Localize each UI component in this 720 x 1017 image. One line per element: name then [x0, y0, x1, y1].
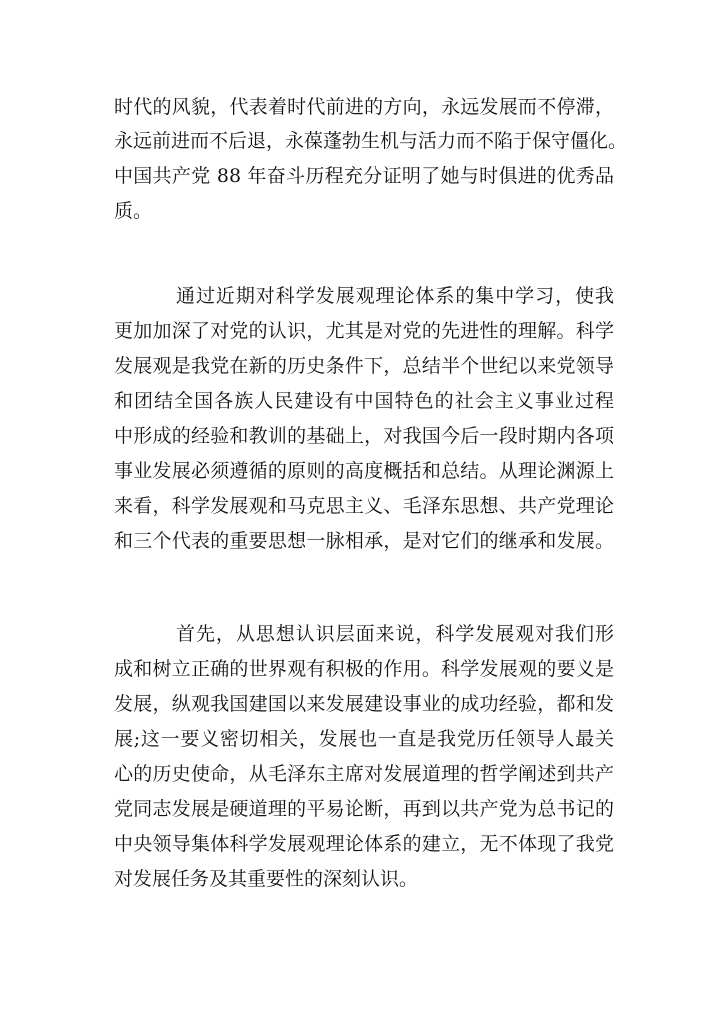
paragraph-1-line-4: 质。 — [114, 200, 153, 222]
paragraph-3-line-6: 党同志发展是硬道理的平易论断，再到以共产党为总书记的 — [114, 798, 614, 820]
paragraph-3-line-2: 成和树立正确的世界观有积极的作用。科学发展观的要义是 — [114, 658, 614, 680]
paragraph-2-line-6: 事业发展必须遵循的原则的高度概括和总结。从理论渊源上 — [114, 460, 614, 482]
paragraph-3-line-5: 心的历史使命，从毛泽东主席对发展道理的哲学阐述到共产 — [114, 763, 614, 785]
paragraph-2-line-7: 来看，科学发展观和马克思主义、毛泽东思想、共产党理论 — [114, 495, 614, 517]
paragraph-3-line-8: 对发展任务及其重要性的深刻认识。 — [114, 868, 419, 890]
paragraph-1-line-1: 时代的风貌，代表着时代前进的方向，永远发展而不停滞， — [114, 96, 614, 118]
paragraph-2-line-4: 和团结全国各族人民建设有中国特色的社会主义事业过程 — [114, 390, 614, 412]
paragraph-2-line-8: 和三个代表的重要思想一脉相承，是对它们的继承和发展。 — [114, 530, 614, 552]
paragraph-1-line-3: 中国共产党 88 年奋斗历程充分证明了她与时俱进的优秀品 — [114, 165, 614, 187]
paragraph-3-line-1: 首先，从思想认识层面来说，科学发展观对我们形 — [176, 623, 614, 645]
paragraph-3-line-7: 中央领导集体科学发展观理论体系的建立，无不体现了我党 — [114, 833, 614, 855]
paragraph-2-line-2: 更加加深了对党的认识，尤其是对党的先进性的理解。科学 — [114, 320, 614, 342]
paragraph-2-line-5: 中形成的经验和教训的基础上，对我国今后一段时期内各项 — [114, 425, 614, 447]
paragraph-1-line-2: 永远前进而不后退，永葆蓬勃生机与活力而不陷于保守僵化。 — [114, 130, 628, 152]
paragraph-3-line-3: 发展，纵观我国建国以来发展建设事业的成功经验，都和发 — [114, 693, 614, 715]
paragraph-2-line-1: 通过近期对科学发展观理论体系的集中学习，使我 — [176, 285, 614, 307]
paragraph-3-line-4: 展;这一要义密切相关，发展也一直是我党历任领导人最关 — [114, 728, 614, 750]
paragraph-2-line-3: 发展观是我党在新的历史条件下，总结半个世纪以来党领导 — [114, 355, 614, 377]
